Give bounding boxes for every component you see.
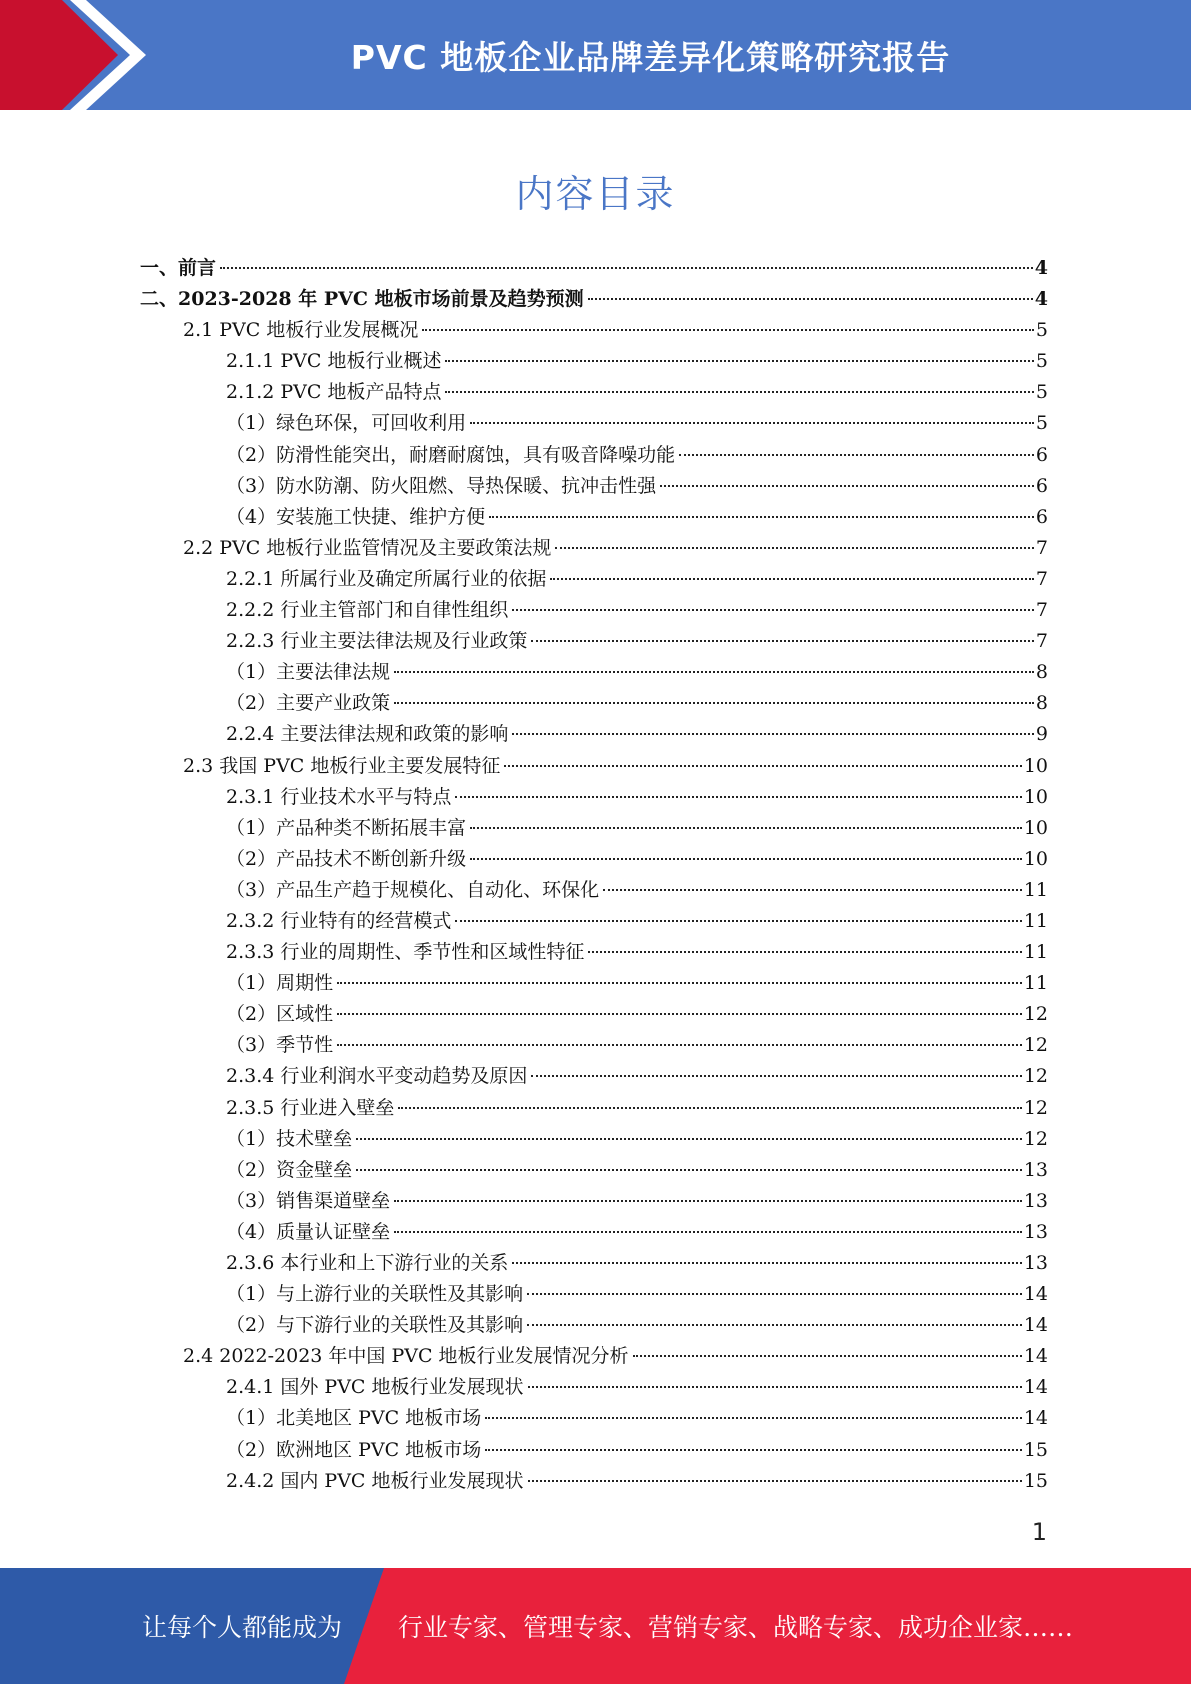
toc-entry-page: 12: [1023, 1096, 1048, 1119]
toc-entry-page: 7: [1035, 630, 1048, 653]
toc-entry-page: 6: [1035, 443, 1048, 466]
toc-entry-label: （2）防滑性能突出，耐磨耐腐蚀，具有吸音降噪功能: [226, 443, 676, 466]
toc-entry-label: （4）安装施工快捷、维护方便: [226, 505, 486, 528]
toc-entry-page: 10: [1023, 785, 1048, 808]
toc-entry-label: （2）资金壁垒: [226, 1158, 353, 1181]
toc-entry-label: 2.2.1 所属行业及确定所属行业的依据: [226, 567, 547, 590]
toc-entry-page: 8: [1035, 661, 1048, 684]
toc-entry[interactable]: [140, 1279, 1048, 1310]
toc-entry-page: 14: [1023, 1314, 1048, 1337]
toc-entry-page: 12: [1023, 1034, 1048, 1057]
dot-leader: [398, 1107, 1021, 1109]
toc-entry-page: 11: [1023, 878, 1048, 901]
toc-entry[interactable]: [140, 1310, 1048, 1341]
dot-leader: [527, 1293, 1022, 1295]
dot-leader: [555, 547, 1034, 549]
toc-entry-label: 二、2023-2028 年 PVC 地板市场前景及趋势预测: [140, 288, 584, 311]
dot-leader: [528, 1480, 1022, 1482]
dot-leader: [512, 609, 1034, 611]
toc-entry-page: 5: [1035, 412, 1048, 435]
toc-entry-label: （1）与上游行业的关联性及其影响: [226, 1283, 524, 1306]
toc-entry-label: 2.3.1 行业技术水平与特点: [226, 785, 452, 808]
dot-leader: [531, 1075, 1021, 1077]
toc-entry-page: 7: [1035, 567, 1048, 590]
toc-entry[interactable]: [140, 1155, 1048, 1186]
toc-entry-page: 14: [1023, 1376, 1048, 1399]
dot-leader: [527, 1324, 1022, 1326]
toc-entry-label: （2）与下游行业的关联性及其影响: [226, 1314, 524, 1337]
toc-entry-label: （1）周期性: [226, 972, 334, 995]
toc-entry[interactable]: [140, 1061, 1048, 1092]
toc-entry[interactable]: [140, 782, 1048, 813]
toc-entry-label: 2.3.2 行业特有的经营模式: [226, 909, 452, 932]
toc-entry-label: （3）季节性: [226, 1034, 334, 1057]
toc-entry-page: 10: [1023, 816, 1048, 839]
dot-leader: [337, 1013, 1022, 1015]
toc-entry[interactable]: [140, 408, 1048, 439]
toc-entry-page: 9: [1035, 723, 1048, 746]
toc-entry-label: 2.1.2 PVC 地板产品特点: [226, 381, 442, 404]
toc-entry-label: （2）区域性: [226, 1003, 334, 1026]
dot-leader: [528, 1386, 1022, 1388]
toc-entry-page: 5: [1035, 350, 1048, 373]
toc-entry-page: 5: [1035, 381, 1048, 404]
dot-leader: [422, 329, 1034, 331]
dot-leader: [455, 920, 1021, 922]
dot-leader: [356, 1169, 1022, 1171]
toc-entry-page: 12: [1023, 1127, 1048, 1150]
toc-entry-label: 2.2.2 行业主管部门和自律性组织: [226, 599, 509, 622]
dot-leader: [485, 1417, 1022, 1419]
toc-entry-page: 10: [1023, 754, 1048, 777]
toc-entry[interactable]: [140, 1030, 1048, 1061]
toc-entry-page: 4: [1034, 288, 1048, 311]
toc-entry[interactable]: [140, 875, 1048, 906]
toc-entry-label: （2）主要产业政策: [226, 692, 391, 715]
toc-entry-label: 2.1.1 PVC 地板行业概述: [226, 350, 442, 373]
toc-entry[interactable]: [140, 502, 1048, 533]
toc-entry-page: 12: [1023, 1065, 1048, 1088]
toc-entry[interactable]: [140, 1248, 1048, 1279]
toc-entry-page: 15: [1023, 1469, 1048, 1492]
toc-entry-label: 2.1 PVC 地板行业发展概况: [183, 319, 419, 342]
dot-leader: [394, 1200, 1022, 1202]
toc-entry[interactable]: [140, 999, 1048, 1030]
dot-leader: [603, 889, 1022, 891]
toc-entry-page: 13: [1023, 1189, 1048, 1212]
toc-entry-page: 10: [1023, 847, 1048, 870]
header-banner: [0, 0, 1191, 110]
dot-leader: [455, 796, 1021, 798]
toc-entry-page: 6: [1035, 474, 1048, 497]
footer-slogan-left: 让每个人都能成为: [142, 1613, 343, 1642]
report-title: PVC 地板企业品牌差异化策略研究报告: [350, 37, 951, 77]
toc-entry-label: 2.2.3 行业主要法律法规及行业政策: [226, 630, 528, 653]
toc-entry-page: 14: [1023, 1407, 1048, 1430]
dot-leader: [394, 1231, 1022, 1233]
toc-entry-page: 6: [1035, 505, 1048, 528]
toc-entry-label: 2.2.4 主要法律法规和政策的影响: [226, 723, 509, 746]
toc-entry[interactable]: [140, 377, 1048, 408]
toc-entry-label: （1）产品种类不断拓展丰富: [226, 816, 467, 839]
dot-leader: [489, 516, 1034, 518]
toc-entry[interactable]: [140, 1341, 1048, 1372]
toc-entry[interactable]: [140, 626, 1048, 657]
dot-leader: [337, 1044, 1022, 1046]
toc-entry[interactable]: [140, 906, 1048, 937]
toc-entry-page: 14: [1023, 1345, 1048, 1368]
toc-entry[interactable]: [140, 1466, 1048, 1497]
toc-entry[interactable]: [140, 564, 1048, 595]
footer-slogan-right: 行业专家、管理专家、营销专家、战略专家、成功企业家……: [398, 1613, 1074, 1642]
toc-entry-label: 2.4 2022-2023 年中国 PVC 地板行业发展情况分析: [183, 1345, 629, 1368]
dot-leader: [512, 1262, 1021, 1264]
toc-entry-page: 13: [1023, 1158, 1048, 1181]
toc-entry-label: （3）防水防潮、防火阻燃、导热保暖、抗冲击性强: [226, 474, 657, 497]
toc-heading: 内容目录: [515, 172, 676, 216]
dot-leader: [445, 360, 1033, 362]
toc-entry-label: （1）绿色环保，可回收利用: [226, 412, 467, 435]
toc-entry-label: （1）技术壁垒: [226, 1127, 353, 1150]
toc-entry-label: 一、前言: [140, 257, 217, 279]
dot-leader: [550, 578, 1034, 580]
toc-entry-label: （4）质量认证壁垒: [226, 1220, 391, 1243]
toc-entry-page: 11: [1023, 941, 1048, 964]
toc-entry-label: （3）产品生产趋于规模化、自动化、环保化: [226, 878, 600, 901]
toc-entry-page: 7: [1035, 599, 1048, 622]
dot-leader: [504, 765, 1021, 767]
toc-entry[interactable]: [140, 1093, 1048, 1124]
toc-entry-label: 2.2 PVC 地板行业监管情况及主要政策法规: [183, 536, 552, 559]
dot-leader: [531, 640, 1034, 642]
toc-entry-label: （3）销售渠道壁垒: [226, 1189, 391, 1212]
dot-leader: [394, 671, 1034, 673]
toc-entry[interactable]: [140, 1435, 1048, 1466]
toc-entry-page: 5: [1035, 319, 1048, 342]
toc-entry-label: （1）北美地区 PVC 地板市场: [226, 1407, 482, 1430]
dot-leader: [660, 485, 1034, 487]
footer-banner: [0, 1568, 1191, 1684]
table-of-contents: [140, 253, 1048, 1497]
toc-entry[interactable]: [140, 1124, 1048, 1155]
dot-leader: [470, 827, 1022, 829]
toc-entry[interactable]: [140, 1403, 1048, 1434]
dot-leader: [633, 1355, 1022, 1357]
toc-entry[interactable]: [140, 657, 1048, 688]
toc-entry-page: 7: [1035, 536, 1048, 559]
toc-entry[interactable]: [140, 346, 1048, 377]
toc-entry-page: 13: [1023, 1220, 1048, 1243]
dot-leader: [470, 858, 1022, 860]
toc-entry-label: （2）欧洲地区 PVC 地板市场: [226, 1438, 482, 1461]
toc-entry-label: 2.4.1 国外 PVC 地板行业发展现状: [226, 1376, 524, 1399]
toc-entry[interactable]: [140, 1217, 1048, 1248]
toc-entry[interactable]: [140, 751, 1048, 782]
toc-entry-page: 14: [1023, 1283, 1048, 1306]
dot-leader: [512, 733, 1034, 735]
toc-entry-label: （1）主要法律法规: [226, 661, 391, 684]
toc-entry-label: 2.3.3 行业的周期性、季节性和区域性特征: [226, 941, 585, 964]
toc-entry-page: 11: [1023, 972, 1048, 995]
toc-entry-label: 2.4.2 国内 PVC 地板行业发展现状: [226, 1469, 524, 1492]
toc-entry-label: 2.3.4 行业利润水平变动趋势及原因: [226, 1065, 528, 1088]
toc-entry-page: 15: [1023, 1438, 1048, 1461]
toc-entry[interactable]: [140, 315, 1048, 346]
toc-entry-page: 8: [1035, 692, 1048, 715]
toc-entry[interactable]: [140, 471, 1048, 502]
toc-entry-label: 2.3 我国 PVC 地板行业主要发展特征: [183, 754, 501, 777]
dot-leader: [588, 298, 1033, 300]
toc-entry[interactable]: [140, 533, 1048, 564]
toc-entry[interactable]: [140, 284, 1048, 315]
dot-leader: [394, 702, 1034, 704]
toc-entry-label: 2.3.6 本行业和上下游行业的关系: [226, 1252, 509, 1274]
toc-entry[interactable]: [140, 844, 1048, 875]
toc-entry[interactable]: [140, 440, 1048, 471]
toc-entry-label: （2）产品技术不断创新升级: [226, 847, 467, 870]
page-number: 1: [1031, 1518, 1047, 1546]
toc-entry[interactable]: [140, 688, 1048, 719]
toc-entry[interactable]: [140, 1372, 1048, 1403]
toc-entry[interactable]: [140, 1186, 1048, 1217]
toc-entry[interactable]: [140, 968, 1048, 999]
toc-entry-page: 12: [1023, 1003, 1048, 1026]
toc-entry[interactable]: [140, 719, 1048, 750]
toc-entry[interactable]: [140, 813, 1048, 844]
toc-entry-page: 11: [1023, 909, 1048, 932]
toc-entry-label: 2.3.5 行业进入壁垒: [226, 1096, 395, 1119]
toc-entry[interactable]: [140, 595, 1048, 626]
toc-entry-page: 13: [1023, 1252, 1048, 1274]
toc-entry[interactable]: [140, 937, 1048, 968]
toc-entry[interactable]: [140, 253, 1048, 284]
dot-leader: [337, 982, 1022, 984]
toc-entry-page: 4: [1034, 257, 1048, 279]
dot-leader: [220, 267, 1033, 269]
dot-leader: [679, 454, 1034, 456]
dot-leader: [356, 1138, 1022, 1140]
dot-leader: [485, 1449, 1022, 1451]
dot-leader: [470, 422, 1034, 424]
dot-leader: [588, 951, 1021, 953]
dot-leader: [445, 391, 1033, 393]
